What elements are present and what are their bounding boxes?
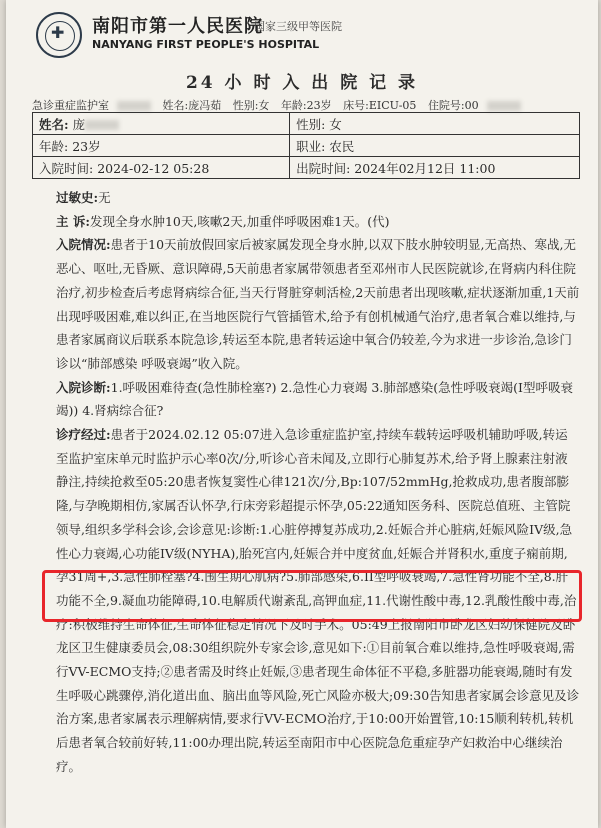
record-title: 24 小 时 入 出 院 记 录 [185,73,419,93]
redaction [487,101,521,111]
admission-status-section: 入院情况:患者于10天前放假回家后被家属发现全身水肿,以双下肢水肿较明显,无高热、寒战,无恶心、呕吐,无昏厥、意识障碍,5天前患者家属带领患者至邓州市人民医院就诊,在肾病内科住院治疗,初步检查后考虑肾病综合征,当天行肾脏穿刺活检,2天前患者出现咳嗽,症状逐渐加重,1天前出现呼吸困难,难以纠正,在当地医院行气管插管术,给予有创机械通气治疗,患者氧合难以维持,与患者家属商议后联系本院急诊,转运至本院,患者转运途中氧合仍较差,今为求进一步诊治,急诊门诊以“肺部感染 呼吸衰竭”收入院。 [56,237,580,371]
admission-diagnosis-section: 入院诊断:1.呼吸困难待查(急性肺栓塞?) 2.急性心力衰竭 3.肺部感染(急性呼吸衰竭(I型呼吸衰竭)) 4.肾病综合征? [56,379,573,419]
hospital-grade: 国家三级甲等医院 [254,20,342,33]
hospital-logo-icon [36,12,82,58]
document-page [6,0,598,828]
sex-label: 性别: [296,116,326,132]
info-inpatient-no: 住院号:00 [427,99,479,112]
info-sex: 性别:女 [232,99,270,112]
admit-time-label: 入院时间: [39,160,94,176]
red-highlight-box [42,570,582,622]
job-value: 农民 [329,138,355,154]
allergy-section: 过敏史:无 [56,190,111,205]
highlighted-diagnosis: 功,2.妊娠合并心脏病,妊娠风险IV级,急性心力衰竭,心功能IV级(NYHA),胎死宫内,妊娠合并中度贫血,妊娠合并肾积水,重度子痫前期,孕31周+,3.急性肺栓塞? [56,521,573,585]
discharge-time-label: 出院时间: [296,160,351,176]
redaction [117,101,151,111]
hospital-name-cn: 南阳市第一人民医院 [92,16,263,37]
admit-time-value: 2024-02-12 05:28 [97,160,210,176]
info-bed: 床号:EICU-05 [343,99,417,112]
patient-info-row [32,97,529,113]
hospital-header [36,10,576,66]
age-label: 年龄: [39,138,69,154]
sex-value: 女 [329,116,342,132]
treatment-section: 诊疗经过:患者于2024.02.12 05:07进入急诊重症监护室,持续车载转运呼吸机辅助呼吸,转运至监护室床单元时监护示心率0次/分,听诊心音未闻及,立即行心肺复苏术,给予肾上腺素注射液静注,持续抢救至05:20患者恢复窦性心律121次/分,Bp:107/52mmHg,抢救成功,患者腹部膨隆,与孕晚期相仿,家属否认怀孕,行床旁彩超提示怀孕,05:22通知医务科、医院总值班、主管院领导,组织多学科会诊,会诊意见:诊断:1.心脏停搏复苏成功,2.妊娠合并心脏病,妊娠风险IV级,急性心力衰竭,心功能IV级(NYHA),胎死宫内,妊娠合并中度贫血,妊娠合并肾积水,重度子痫前期,孕31周+,3.急性肺栓塞?4.围生期心肌病?5.肺部感染,6.II型呼吸衰竭,7.急性肾功能不全,8.肝功能不全,9.凝血功能障碍,10.电解质代谢紊乱,高钾血症,11.代谢性酸中毒,12.乳酸性酸中毒,治疗:积极维持生命体征,生命体征稳定情况下及时手术。05:49上报南阳市卧龙区妇幼保健院及卧龙区卫生健康委员会,08:30组织院外专家会诊,意见如下:①目前氧合难以维持,急性呼吸衰竭,需行VV-ECMO支持;②患者需及时终止妊娠,③患者现生命体征不平稳,多脏器功能衰竭,随时有发生呼吸心跳骤停,消化道出血、脑出血等风险,死亡风险亦极大;09:30告知患者家属会诊意见及诊治方案,患者家属表示理解病情,要求行VV-ECMO治疗,于10:00开始置管,10:15顺利转机,转机后患者氧合较前好转,11:00办理出院,转运至南阳市中心医院急危重症孕产妇救治中心继续治疗。 [56,427,580,774]
record-body [32,186,580,779]
complaint-section: 主 诉:发现全身水肿10天,咳嗽2天,加重伴呼吸困难1天。(代) [56,213,390,229]
discharge-time-value: 2024年02月12日 11:00 [354,160,496,176]
age-value: 23岁 [72,138,101,154]
job-label: 职业: [296,138,326,154]
name-value: 庞 [72,116,86,132]
hospital-name-en: NANYANG FIRST PEOPLE'S HOSPITAL [92,38,320,51]
redaction [85,120,119,130]
info-name: 姓名:庞冯茹 [162,99,222,112]
info-age: 年龄:23岁 [280,99,332,112]
name-label: 姓名: [39,116,69,132]
basic-info-table [32,112,580,179]
dept: 急诊重症监护室 [32,99,109,112]
